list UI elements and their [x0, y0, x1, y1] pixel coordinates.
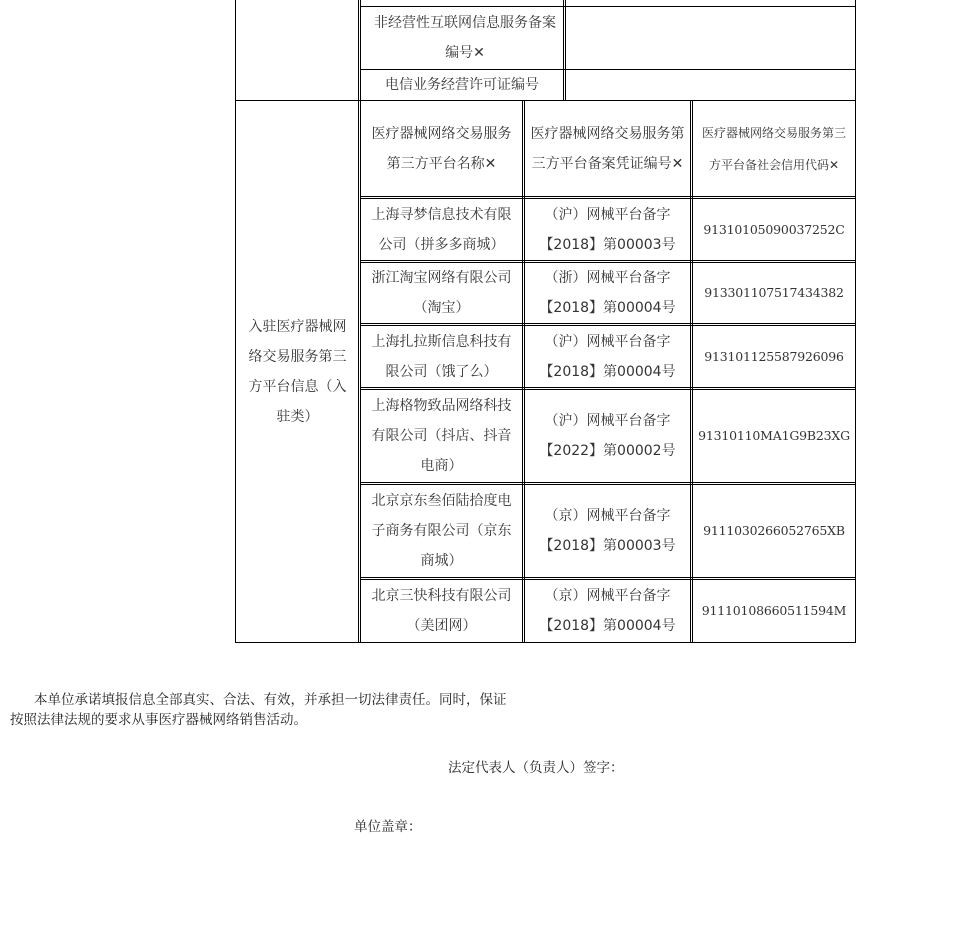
seal-label: 单位盖章： — [354, 819, 422, 835]
platform-record-cell: （沪）网械平台备字【2022】第00002号 — [539, 413, 676, 459]
platform-record-cell: （京）网械平台备字【2018】第00004号 — [539, 588, 676, 634]
platform-name-cell: 上海格物致品网络科技有限公司（抖店、抖音电商） — [371, 398, 512, 474]
platform-credit-cell: 913101125587926096 — [704, 348, 844, 364]
platform-credit-cell: 9111030266052765XB — [703, 523, 845, 538]
statement-line-2: 按照法律法规的要求从事医疗器械网络销售活动。 — [10, 712, 307, 728]
platform-credit-cell: 913301107517434382 — [704, 285, 844, 300]
record-number-text: 非经营性互联网信息服务备案编号 — [374, 15, 556, 61]
platform-name-cell: 北京三快科技有限公司（美团网） — [371, 588, 512, 634]
required-mark: ✕ — [484, 155, 497, 172]
required-mark: ✕ — [473, 45, 485, 61]
statement-line-1: 本单位承诺填报信息全部真实、合法、有效，并承担一切法律责任。同时，保证 — [34, 692, 507, 708]
record-number-label — [361, 7, 563, 69]
header-credit-code: 医疗器械网络交易服务第三方平台备社会信用代码✕ — [701, 125, 846, 172]
platform-name-cell: 上海扎拉斯信息科技有限公司（饿了么） — [371, 333, 512, 380]
platform-credit-cell: 91310110MA1G9B23XG — [698, 428, 850, 443]
platform-record-cell: （沪）网械平台备字【2018】第00003号 — [539, 206, 676, 253]
section-label: 入驻医疗器械网络交易服务第三方平台信息（入驻类） — [248, 318, 347, 425]
telecom-license-value[interactable] — [566, 70, 855, 100]
platform-name-cell: 北京京东叁佰陆拾度电子商务有限公司（京东商城） — [371, 493, 512, 569]
platform-record-cell: （京）网械平台备字【2018】第00003号 — [539, 508, 676, 554]
signature-label: 法定代表人（负责人）签字： — [448, 760, 624, 776]
platform-credit-cell: 91110108660511594M — [701, 603, 847, 618]
record-number-value[interactable] — [566, 7, 855, 69]
header-record-number: 医疗器械网络交易服务第三方平台备案凭证编号✕ — [530, 125, 685, 172]
platform-name-cell: 上海寻梦信息技术有限公司（拼多多商城） — [371, 206, 512, 253]
required-mark: ✕ — [828, 157, 840, 172]
telecom-license-label: 电信业务经营许可证编号 — [385, 77, 539, 93]
required-mark: ✕ — [671, 155, 684, 172]
header-platform-name: 医疗器械网络交易服务第三方平台名称✕ — [371, 125, 512, 172]
platform-credit-cell: 91310105090037252C — [703, 221, 845, 237]
platform-record-cell: （沪）网械平台备字【2018】第00004号 — [539, 333, 676, 380]
platform-record-cell: （浙）网械平台备字【2018】第00004号 — [539, 270, 676, 316]
platform-name-cell: 浙江淘宝网络有限公司（淘宝） — [371, 270, 512, 316]
